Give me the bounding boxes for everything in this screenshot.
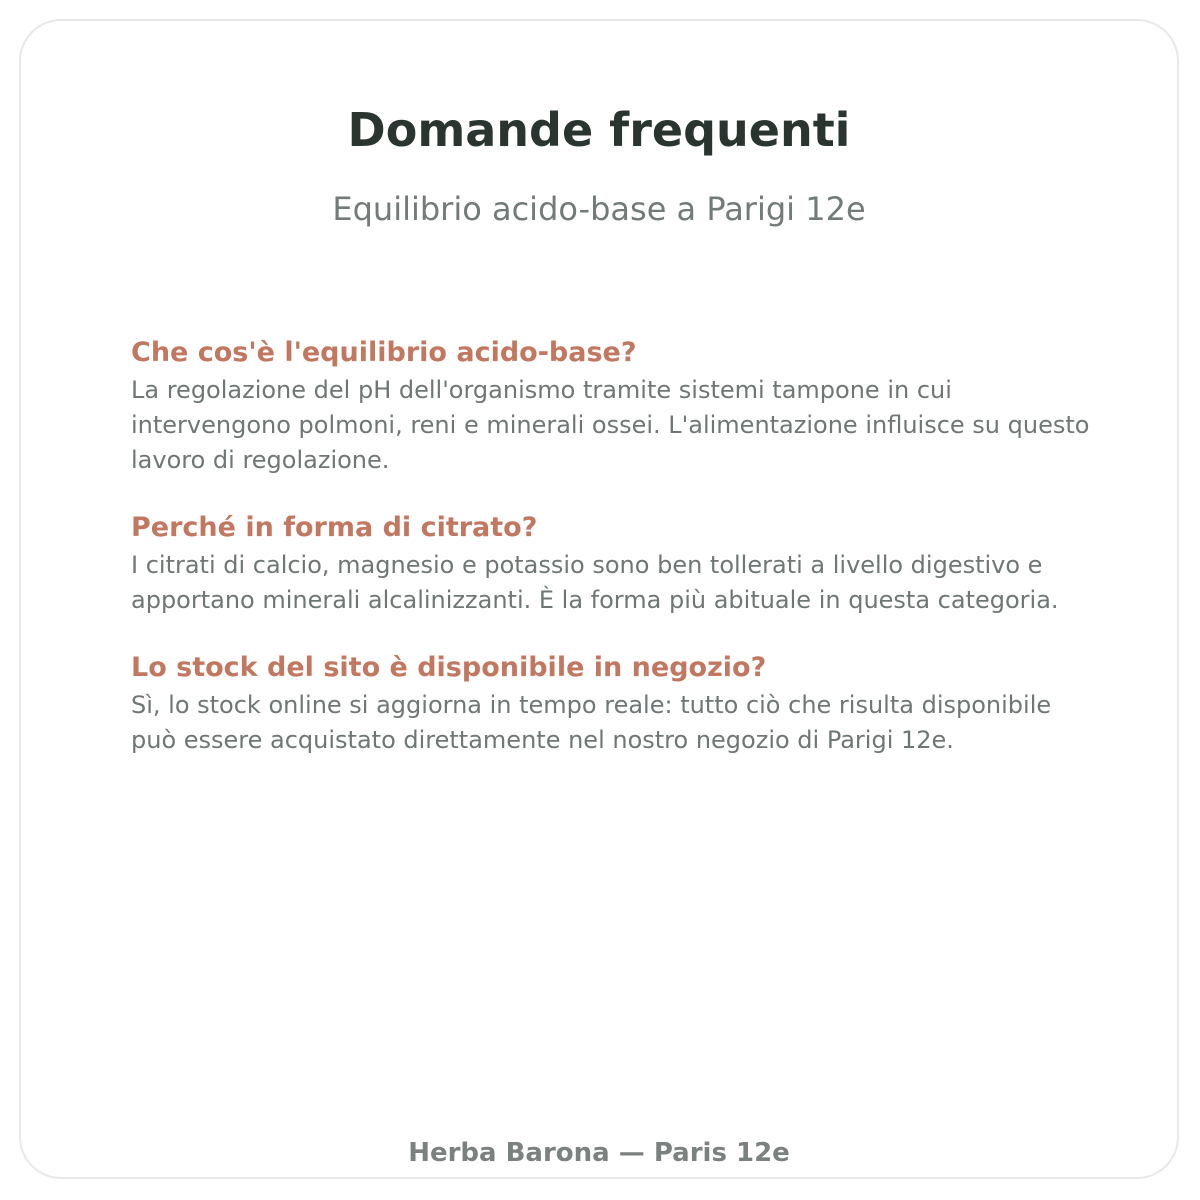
faq-question: Che cos'è l'equilibrio acido-base? <box>131 337 637 368</box>
faq-answer: I citrati di calcio, magnesio e potassio sono ben tollerati a livello digestivo e apportano minerali alcalinizzanti. È la forma più abituale in questa categoria. <box>131 551 1059 614</box>
faq-item <box>131 333 1091 478</box>
faq-item <box>131 648 1091 758</box>
faq-question: Lo stock del sito è disponibile in negozio? <box>131 652 767 683</box>
faq-list <box>131 333 1091 788</box>
page-subtitle: Equilibrio acido-base a Parigi 12e <box>332 190 866 228</box>
faq-question: Perché in forma di citrato? <box>131 512 538 543</box>
faq-answer: Sì, lo stock online si aggiorna in tempo reale: tutto ciò che risulta disponibile può essere acquistato direttamente nel nostro negozio di Parigi 12e. <box>131 691 1052 754</box>
page-title: Domande frequenti <box>347 103 851 157</box>
faq-card <box>19 19 1179 1179</box>
faq-answer: La regolazione del pH dell'organismo tramite sistemi tampone in cui intervengono polmoni, reni e minerali ossei. L'alimentazione influisce su questo lavoro di regolazione. <box>131 376 1090 474</box>
footer-brand: Herba Barona — Paris 12e <box>408 1138 790 1168</box>
faq-item <box>131 508 1091 618</box>
